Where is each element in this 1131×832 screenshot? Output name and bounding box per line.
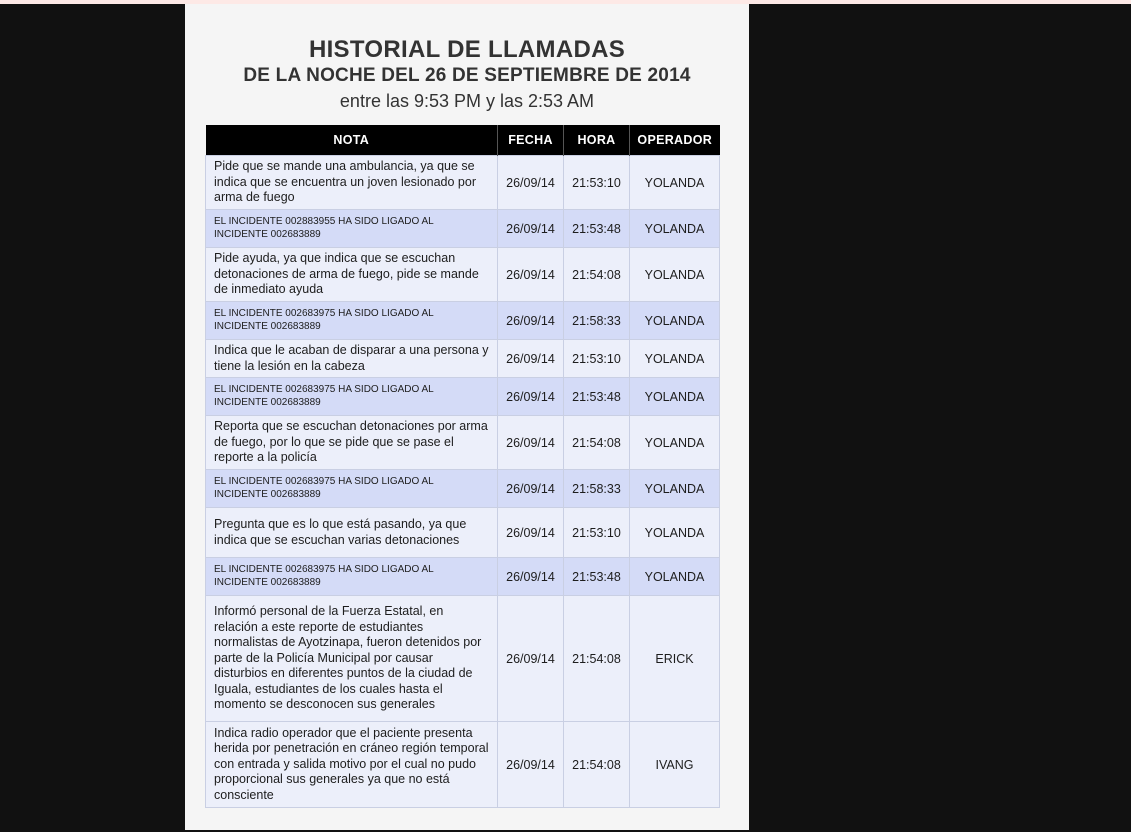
cell-fecha: 26/09/14: [498, 340, 564, 378]
header-nota: NOTA: [206, 125, 498, 156]
table-row: [206, 558, 720, 596]
cell-hora: 21:54:08: [564, 596, 630, 722]
table-row: [206, 156, 720, 210]
cell-nota: EL INCIDENTE 002683975 HA SIDO LIGADO AL INCIDENTE 002683889: [206, 302, 498, 340]
cell-hora: 21:53:10: [564, 156, 630, 210]
cell-fecha: 26/09/14: [498, 508, 564, 558]
document-title: HISTORIAL DE LLAMADAS: [308, 36, 626, 63]
cell-nota: Pide que se mande una ambulancia, ya que se indica que se encuentra un joven lesionado por arma de fuego: [206, 156, 498, 210]
cell-hora: 21:58:33: [564, 302, 630, 340]
cell-operador: IVANG: [630, 722, 720, 808]
cell-nota: EL INCIDENTE 002683975 HA SIDO LIGADO AL INCIDENTE 002683889: [206, 470, 498, 508]
cell-operador: YOLANDA: [630, 558, 720, 596]
cell-operador: YOLANDA: [630, 416, 720, 470]
table-row: [206, 470, 720, 508]
cell-nota: Pregunta que es lo que está pasando, ya que indica que se escuchan varias detonaciones: [206, 508, 498, 558]
table-row: [206, 722, 720, 808]
cell-operador: YOLANDA: [630, 378, 720, 416]
cell-nota: Indica que le acaban de disparar a una persona y tiene la lesión en la cabeza: [206, 340, 498, 378]
table-row: [206, 596, 720, 722]
table-row: [206, 210, 720, 248]
time-range: entre las 9:53 PM y las 2:53 AM: [339, 91, 595, 111]
cell-hora: 21:53:48: [564, 210, 630, 248]
cell-fecha: 26/09/14: [498, 470, 564, 508]
cell-fecha: 26/09/14: [498, 416, 564, 470]
cell-hora: 21:54:08: [564, 722, 630, 808]
cell-nota: Reporta que se escuchan detonaciones por arma de fuego, por lo que se pide que se pase el reporte a la policía: [206, 416, 498, 470]
cell-operador: YOLANDA: [630, 156, 720, 210]
call-history-document: [185, 4, 749, 830]
cell-hora: 21:58:33: [564, 470, 630, 508]
cell-operador: YOLANDA: [630, 470, 720, 508]
cell-hora: 21:53:10: [564, 508, 630, 558]
header-hora: HORA: [564, 125, 630, 156]
cell-fecha: 26/09/14: [498, 378, 564, 416]
cell-hora: 21:53:10: [564, 340, 630, 378]
cell-nota: Informó personal de la Fuerza Estatal, en relación a este reporte de estudiantes normalistas de Ayotzinapa, fueron detenidos por parte de la Policía Municipal por causar disturbios en diferentes puntos de la ciudad de Iguala, estudiantes de los cuales hasta el momento se desconocen sus generales: [206, 596, 498, 722]
cell-operador: YOLANDA: [630, 340, 720, 378]
table-header-row: [206, 125, 720, 156]
table-row: [206, 248, 720, 302]
cell-nota: Pide ayuda, ya que indica que se escuchan detonaciones de arma de fuego, pide se mande de inmediato ayuda: [206, 248, 498, 302]
cell-nota: EL INCIDENTE 002883955 HA SIDO LIGADO AL INCIDENTE 002683889: [206, 210, 498, 248]
cell-nota: EL INCIDENTE 002683975 HA SIDO LIGADO AL INCIDENTE 002683889: [206, 558, 498, 596]
cell-fecha: 26/09/14: [498, 302, 564, 340]
cell-fecha: 26/09/14: [498, 596, 564, 722]
cell-fecha: 26/09/14: [498, 558, 564, 596]
cell-hora: 21:54:08: [564, 416, 630, 470]
cell-hora: 21:54:08: [564, 248, 630, 302]
calls-table: [205, 125, 720, 808]
table-row: [206, 340, 720, 378]
cell-hora: 21:53:48: [564, 378, 630, 416]
document-subtitle: DE LA NOCHE DEL 26 DE SEPTIEMBRE DE 2014: [243, 65, 691, 86]
cell-operador: YOLANDA: [630, 302, 720, 340]
cell-nota: Indica radio operador que el paciente presenta herida por penetración en cráneo región temporal con entrada y salida motivo por el cual no pudo proporcional sus generales ya que no está consciente: [206, 722, 498, 808]
cell-nota: EL INCIDENTE 002683975 HA SIDO LIGADO AL INCIDENTE 002683889: [206, 378, 498, 416]
cell-hora: 21:53:48: [564, 558, 630, 596]
cell-fecha: 26/09/14: [498, 722, 564, 808]
cell-fecha: 26/09/14: [498, 248, 564, 302]
table-row: [206, 416, 720, 470]
cell-operador: YOLANDA: [630, 210, 720, 248]
header-fecha: FECHA: [498, 125, 564, 156]
cell-operador: ERICK: [630, 596, 720, 722]
table-row: [206, 378, 720, 416]
cell-operador: YOLANDA: [630, 248, 720, 302]
table-row: [206, 508, 720, 558]
cell-fecha: 26/09/14: [498, 156, 564, 210]
table-row: [206, 302, 720, 340]
cell-operador: YOLANDA: [630, 508, 720, 558]
header-operador: OPERADOR: [630, 125, 720, 156]
cell-fecha: 26/09/14: [498, 210, 564, 248]
